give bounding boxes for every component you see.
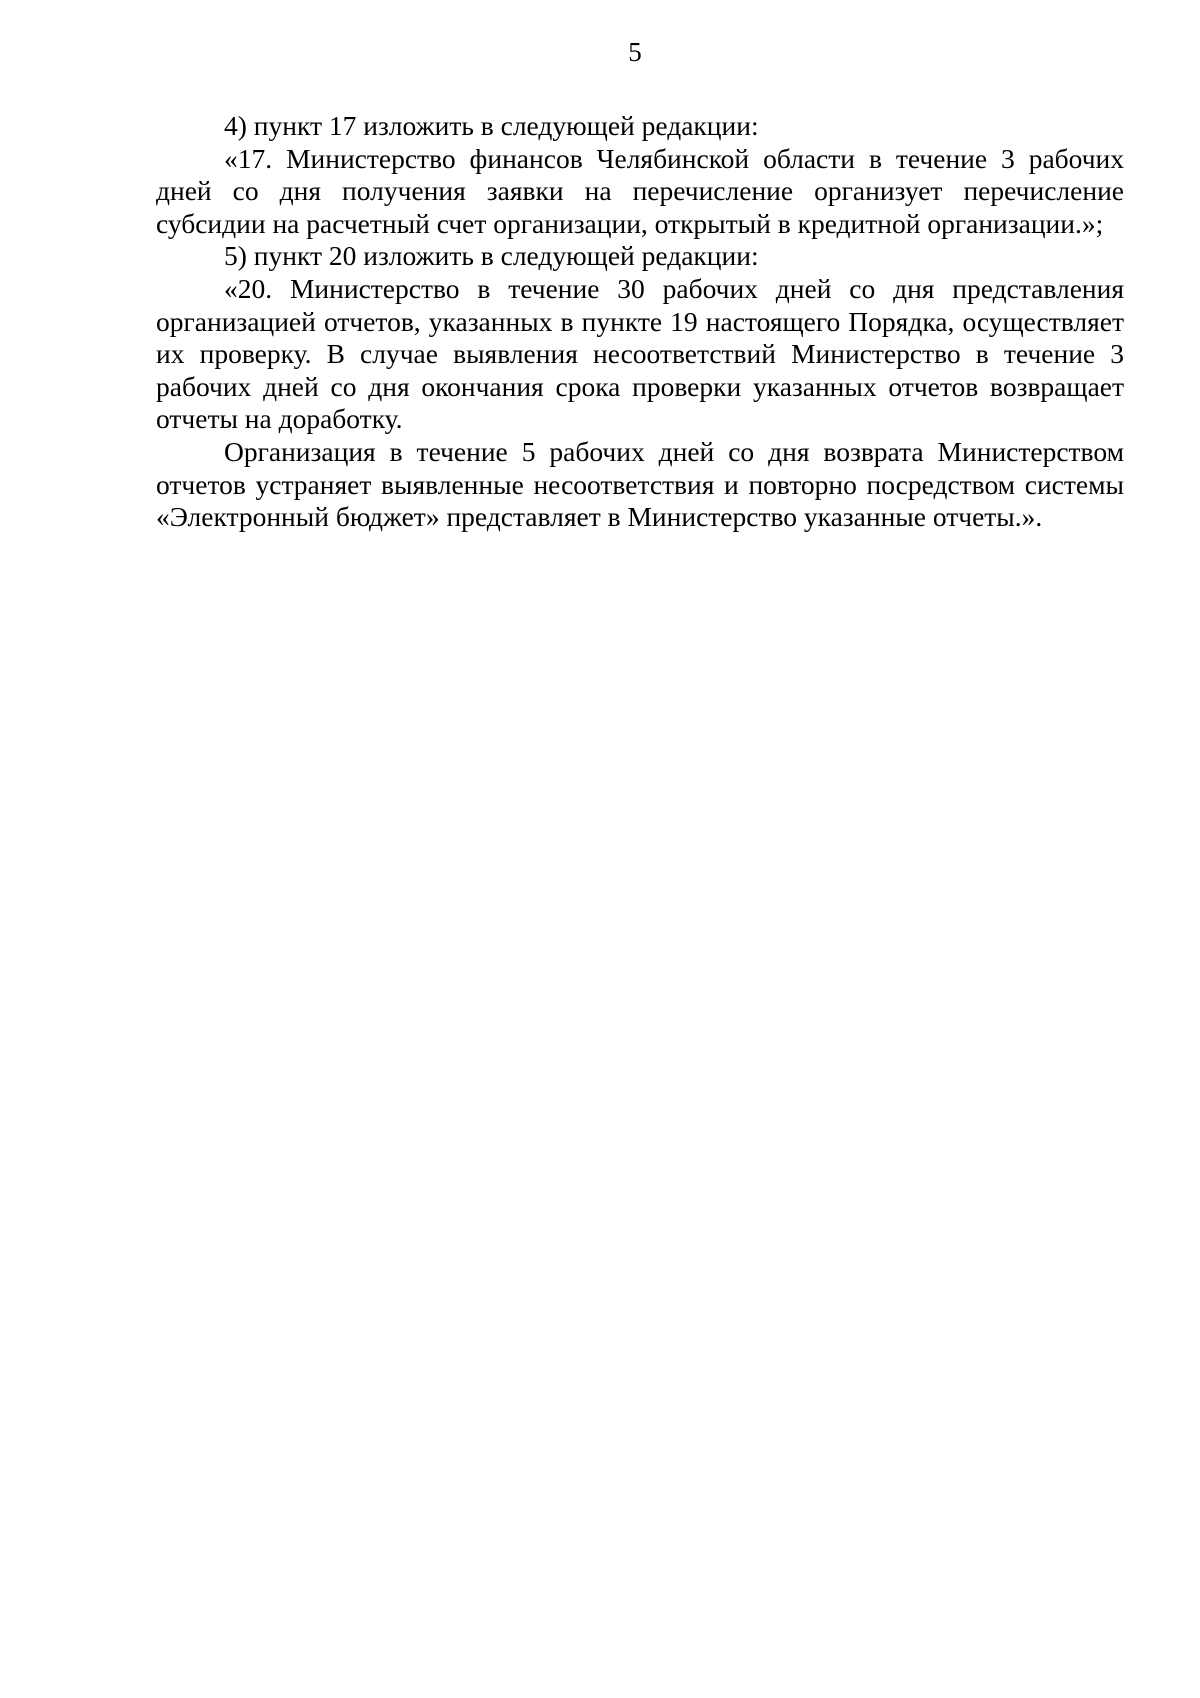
page-number: 5 [628, 37, 642, 67]
paragraph-clause-20: «20. Министерство в течение 30 рабочих дней со дня представления организацией отчетов, указанных в пункте 19 настоящего Порядка, осуществляет их проверку. В случае выявления несоответствий Министерство в течение 3 рабочих дней со дня окончания срока проверки указанных отчетов возвращает отчеты на доработку. [156, 272, 1124, 435]
paragraph-clause-17: «17. Министерство финансов Челябинской области в течение 3 рабочих дней со дня получения заявки на перечисление организует перечисление субсидии на расчетный счет организации, открытый в кредитной организации.»; [156, 142, 1124, 239]
document-body [156, 110, 1124, 534]
paragraph-amendment-item-5: 5) пункт 20 изложить в следующей редакции: [224, 240, 759, 272]
paragraph-clause-20-continuation: Организация в течение 5 рабочих дней со дня возврата Министерством отчетов устраняет выявленные несоответствия и повторно посредством системы «Электронный бюджет» представляет в Министерство указанные отчеты.». [156, 435, 1124, 533]
paragraph-amendment-item-4: 4) пункт 17 изложить в следующей редакции: [224, 110, 759, 141]
